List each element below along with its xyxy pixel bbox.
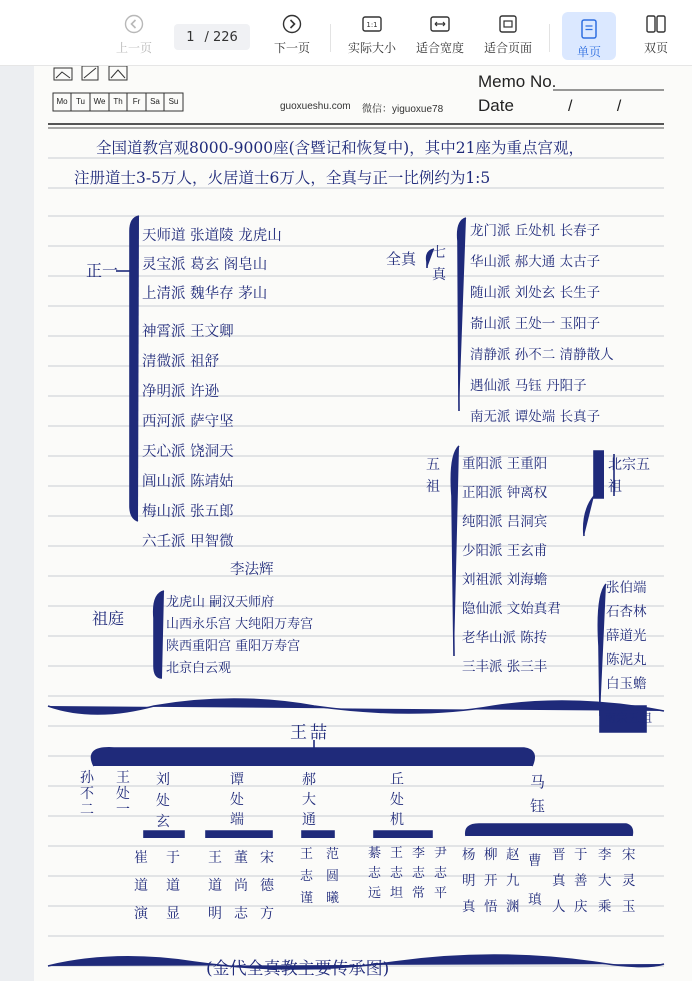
list-item: 重阳派 王重阳 [462, 456, 548, 472]
list-item: 灵宝派 葛玄 阁皂山 [142, 257, 268, 273]
tree-child: 谭处端 [230, 772, 244, 828]
disciple: 李志常 [412, 846, 426, 901]
date-label: Date [478, 96, 514, 115]
day-su: Su [168, 97, 179, 106]
fit-page-button[interactable] [482, 12, 534, 62]
disciple: 曹瑱 [528, 853, 542, 908]
total-pages: / 226 [204, 29, 238, 45]
list-item: 遇仙派 马钰 丹阳子 [470, 378, 587, 394]
list-item: 少阳派 王玄甫 [462, 543, 548, 559]
list-item: 老华山派 陈抟 [462, 630, 548, 646]
list-item: 石杏林 [606, 604, 647, 620]
date-slashes: / / [568, 98, 622, 115]
notebook-header-icons [54, 66, 127, 80]
chevron-left-circle-icon [122, 12, 146, 36]
list-item: 梅山派 张五郎 [142, 504, 234, 520]
disciple: 李大乘 [598, 847, 612, 915]
list-item: 张伯端 [606, 580, 647, 596]
watermark-site: guoxueshu.com [280, 101, 351, 112]
zuting-list [166, 592, 313, 680]
single-page-icon [577, 18, 601, 40]
disciple: 尹志平 [434, 846, 448, 901]
day-mo: Mo [56, 97, 68, 106]
list-item: 净明派 许逊 [142, 384, 220, 400]
list-item: 龙虎山 嗣汉天师府 [166, 595, 275, 610]
wuzu-sect-list [462, 450, 561, 682]
list-item: 隐仙派 文始真君 [462, 601, 561, 617]
list-item: 山西永乐宫 大纯阳万寿宫 [166, 617, 314, 632]
footer-title: (金代全真教主要传承图) [206, 959, 390, 979]
tree-child: 王处一 [116, 770, 130, 818]
zhengyi-sect-list [142, 222, 282, 583]
disciple: 于道显 [166, 850, 180, 922]
list-item: 白玉蟾 [606, 676, 647, 692]
fit-width-label: 适合宽度 [415, 41, 464, 55]
disciple: 范圆曦 [326, 847, 340, 906]
actual-size-icon [360, 12, 384, 36]
nanzong-label: 南宗五祖 [604, 711, 653, 725]
list-item: 随山派 刘处玄 长生子 [470, 285, 601, 301]
day-we: We [93, 97, 106, 106]
disciple: 晋真人 [552, 847, 566, 915]
tree-child: 郝大通 [302, 772, 316, 828]
notebook-lines [34, 66, 692, 981]
disciple: 王志坦 [390, 846, 404, 901]
day-fr: Fr [132, 97, 141, 106]
toolbar-divider [549, 24, 550, 52]
actual-size-icon-text: 1:1 [366, 21, 378, 29]
day-tu: Tu [75, 97, 86, 106]
disciple: 王道明 [208, 850, 222, 922]
list-item: 陕西重阳宫 重阳万寿宫 [166, 639, 301, 654]
memo-no-label: Memo No. [478, 72, 557, 91]
beizong-label: 北宗五祖 [608, 457, 650, 495]
document-viewport[interactable] [0, 66, 692, 981]
disciple: 綦志远 [368, 846, 382, 901]
fit-page-label: 适合页面 [483, 41, 532, 55]
disciple: 崔道演 [134, 850, 148, 922]
actual-size-button[interactable] [346, 12, 398, 62]
list-item: 北京白云观 [166, 661, 232, 676]
prev-page-label: 上一页 [115, 41, 152, 55]
chevron-right-circle-icon [280, 12, 304, 36]
list-item: 三丰派 张三丰 [462, 659, 548, 675]
day-labels [53, 93, 183, 111]
list-item: 薛道光 [606, 628, 647, 644]
list-item: 嵛山派 王处一 玉阳子 [470, 316, 601, 332]
double-page-label: 双页 [643, 41, 668, 55]
next-page-label: 下一页 [273, 41, 310, 55]
disciple: 赵九渊 [506, 847, 520, 915]
page-number-input[interactable] [174, 24, 250, 50]
list-item: 纯阳派 吕洞宾 [462, 514, 548, 530]
document-page [34, 66, 692, 981]
disciple: 杨明真 [462, 847, 476, 915]
list-item: 陈泥丸 [606, 652, 647, 668]
fit-width-icon [428, 12, 452, 36]
fit-width-button[interactable] [414, 12, 466, 62]
qizhen-sect-list [470, 216, 614, 433]
zuting-label: 祖庭 [92, 609, 125, 628]
single-page-label: 单页 [576, 45, 601, 59]
list-item: 天师道 张道陵 龙虎山 [142, 228, 282, 244]
disciple: 董尚志 [234, 850, 248, 922]
disciple: 王志谨 [300, 847, 314, 906]
prev-page-button[interactable] [114, 12, 154, 62]
single-page-button[interactable] [562, 12, 616, 60]
next-page-button[interactable] [272, 12, 312, 62]
disciple: 宋德方 [260, 850, 274, 922]
tree-root: 王喆 [290, 723, 330, 743]
list-item: 阊山派 陈靖姑 [142, 474, 234, 490]
double-page-button[interactable] [636, 12, 676, 62]
list-item: 南无派 谭处端 长真子 [470, 409, 601, 425]
list-item: 天心派 饶洞天 [142, 444, 234, 460]
fit-page-icon [496, 12, 520, 36]
list-item: 上清派 魏华存 茅山 [142, 286, 268, 302]
day-sa: Sa [150, 97, 160, 106]
tree-child: 孙不二 [80, 770, 94, 818]
list-item: 李法辉 [230, 562, 274, 578]
nanzong-list [606, 576, 647, 696]
viewer-toolbar [0, 0, 692, 66]
list-item: 神霄派 王文卿 [142, 324, 234, 340]
watermark-wechat: 微信：yiguoxue78 [362, 104, 444, 115]
tree-child: 马钰 [530, 773, 546, 815]
list-item: 清微派 祖舒 [142, 354, 220, 370]
tree-child: 丘处机 [390, 772, 404, 828]
toolbar-divider [330, 24, 331, 52]
disciple: 柳开悟 [484, 847, 498, 915]
tree-child: 刘处玄 [156, 772, 170, 830]
list-item: 正阳派 钟离权 [462, 485, 548, 501]
list-item: 西河派 萨守坚 [142, 414, 234, 430]
quanzhen-label: 全真 [386, 250, 417, 268]
intro-line-1: 全国道教宫观8000-9000座(含暨记和恢复中)，其中21座为重点宫观， [96, 139, 584, 157]
list-item: 清静派 孙不二 清静散人 [470, 347, 614, 363]
list-item: 刘祖派 刘海蟾 [462, 572, 548, 588]
actual-size-label: 实际大小 [347, 41, 396, 55]
list-item: 六壬派 甲智微 [142, 534, 234, 550]
zhengyi-label: 正一 [86, 261, 119, 280]
intro-line-2: 注册道士3-5万人，火居道士6万人，全真与正一比例约为1:5 [74, 169, 491, 187]
disciple: 于善庆 [574, 847, 588, 915]
wuzu-label: 五祖 [426, 457, 440, 495]
qizhen-label: 七真 [432, 245, 446, 283]
day-th: Th [113, 97, 123, 106]
disciple: 宋灵玉 [622, 847, 636, 915]
current-page: 1 [186, 29, 195, 45]
list-item: 龙门派 丘处机 长春子 [470, 223, 601, 239]
double-page-icon [644, 12, 668, 36]
list-item: 华山派 郝大通 太古子 [470, 254, 601, 270]
